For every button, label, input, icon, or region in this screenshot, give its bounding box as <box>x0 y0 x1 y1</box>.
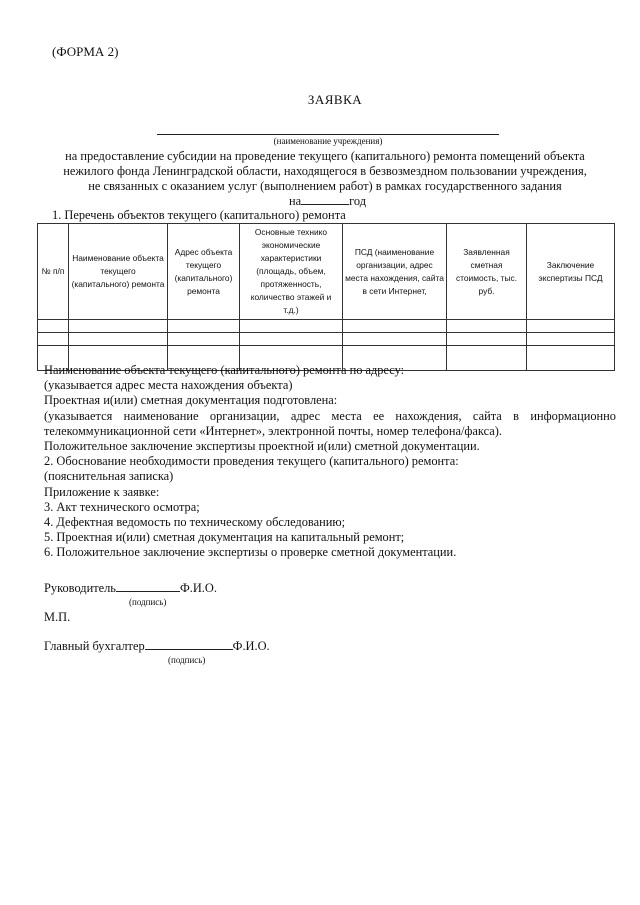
table-cell <box>240 320 343 333</box>
accountant-label: Главный бухгалтер <box>44 639 145 653</box>
table-cell <box>527 333 615 346</box>
subject-line: нежилого фонда Ленинградской области, находящегося в безвозмездном пользовании учреждения, <box>63 164 587 178</box>
table-cell <box>168 333 240 346</box>
accountant-signature-line <box>44 639 270 654</box>
table-cell <box>240 333 343 346</box>
expert-conclusion-line: Положительное заключение экспертизы проектной и(или) сметной документации. <box>44 439 480 454</box>
objects-table <box>37 223 615 371</box>
year-line <box>289 194 366 209</box>
head-label: Руководитель <box>44 581 116 595</box>
document-body <box>44 363 616 561</box>
accountant-signature-blank <box>145 639 233 650</box>
col-header-design-docs: ПСД (наименование организации, адрес места нахождения, сайта в сети Интернет, <box>343 224 447 320</box>
table-row <box>38 333 615 346</box>
section1-title: 1. Перечень объектов текущего (капитального) ремонта <box>52 208 346 222</box>
table-cell <box>527 320 615 333</box>
justification-heading: 2. Обоснование необходимости проведения текущего (капитального) ремонта: <box>44 454 459 469</box>
application-subject <box>30 149 620 194</box>
explanatory-note: (пояснительная записка) <box>44 469 174 484</box>
attachment-item: 5. Проектная и(или) сметная документация на капитальный ремонт; <box>44 530 405 545</box>
table-cell <box>38 320 69 333</box>
design-docs-note: (указывается наименование организации, адрес места ее нахождения, сайта в информационно <box>44 408 616 423</box>
institution-name-line <box>157 134 499 135</box>
col-header-expert-conclusion: Заключение экспертизы ПСД <box>527 224 615 320</box>
institution-caption: (наименование учреждения) <box>273 136 383 146</box>
year-suffix: год <box>349 194 367 208</box>
head-fio: Ф.И.О. <box>179 581 217 595</box>
table-cell <box>447 320 527 333</box>
col-header-object-name: Наименование объекта текущего (капитального) ремонта <box>69 224 168 320</box>
document-title: ЗАЯВКА <box>307 92 363 107</box>
table-cell <box>69 333 168 346</box>
subject-line: не связанных с оказанием услуг (выполнением работ) в рамках государственного задания <box>88 179 562 193</box>
col-header-characteristics: Основные технико экономические характеристики (площадь, объем, протяженность, количество этажей и т.д.) <box>240 224 343 320</box>
year-prefix: на <box>289 194 302 208</box>
stamp-place: М.П. <box>44 610 71 624</box>
object-name-line: Наименование объекта текущего (капитального) ремонта по адресу: <box>44 363 405 377</box>
table-header-row <box>38 224 615 320</box>
object-address-note: (указывается адрес места нахождения объекта) <box>44 378 293 393</box>
design-docs-note-cont: телекоммуникационной сети «Интернет», электронной почты, номер телефона/факса). <box>44 423 503 438</box>
head-signature-line <box>44 581 217 596</box>
table-cell <box>343 333 447 346</box>
attachment-item: 4. Дефектная ведомость по техническому обследованию; <box>44 515 346 530</box>
table-row <box>38 320 615 333</box>
year-blank <box>301 195 349 205</box>
subject-line: на предоставление субсидии на проведение текущего (капитального) ремонта помещений объекта <box>65 149 585 163</box>
table-cell <box>69 320 168 333</box>
design-docs-line: Проектная и(или) сметная документация подготовлена: <box>44 393 338 408</box>
accountant-signature-caption: (подпись) <box>168 655 206 665</box>
table-cell <box>168 320 240 333</box>
attachment-item: 6. Положительное заключение экспертизы о проверке сметной документации. <box>44 545 457 560</box>
form-label: (ФОРМА 2) <box>52 44 119 59</box>
accountant-fio: Ф.И.О. <box>232 639 270 653</box>
table-cell <box>38 333 69 346</box>
col-header-estimated-cost: Заявленная сметная стоимость, тыс. руб. <box>447 224 527 320</box>
head-signature-blank <box>116 581 180 592</box>
col-header-object-address: Адрес объекта текущего (капитального) ремонта <box>168 224 240 320</box>
head-signature-caption: (подпись) <box>129 597 167 607</box>
table-cell <box>343 320 447 333</box>
attachment-item: 3. Акт технического осмотра; <box>44 499 200 514</box>
attachments-heading: Приложение к заявке: <box>44 484 160 499</box>
col-header-number: № п/п <box>38 224 69 320</box>
table-cell <box>447 333 527 346</box>
